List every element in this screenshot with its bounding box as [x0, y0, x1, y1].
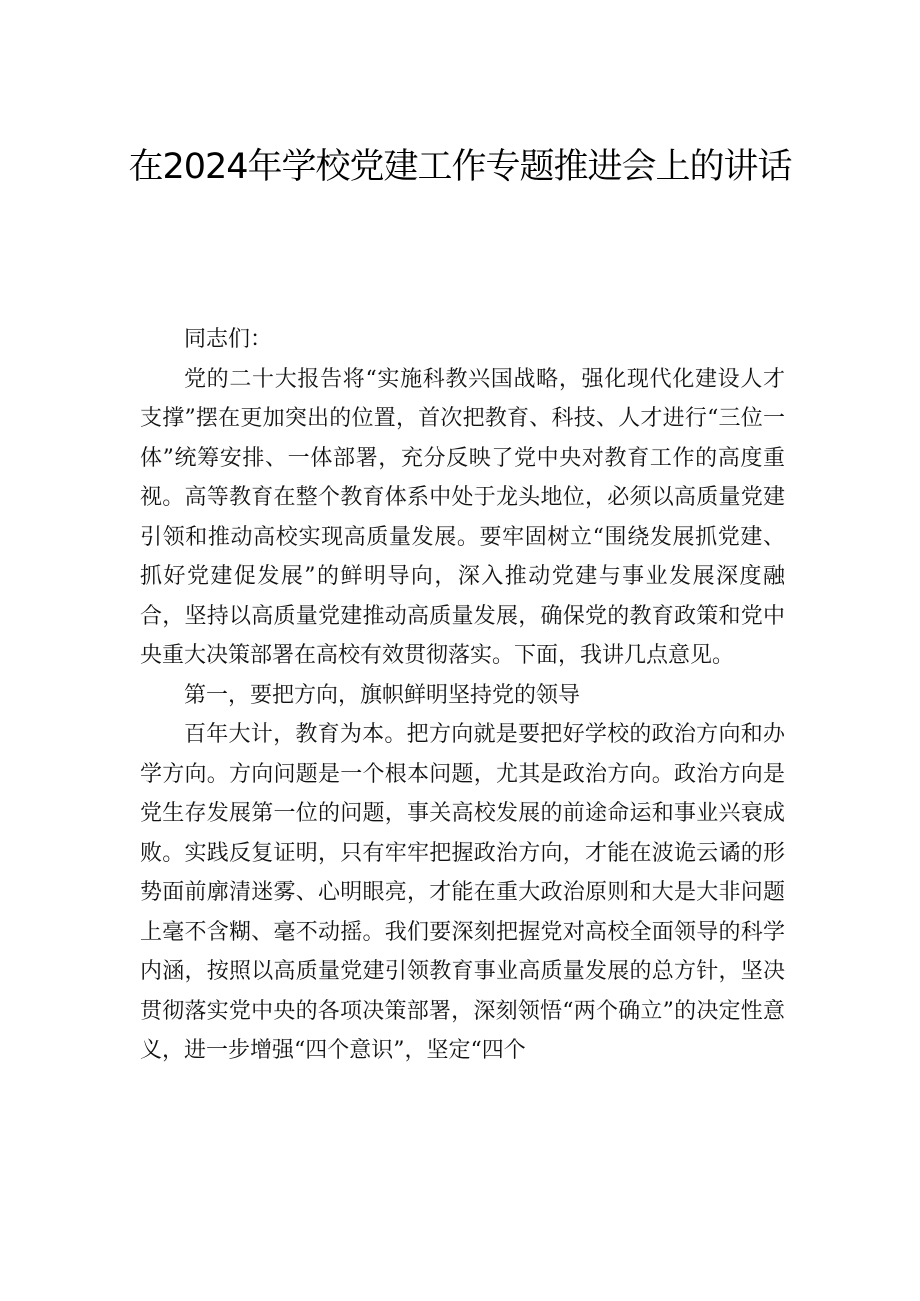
document-title: 在2024年学校党建工作专题推进会上的讲话	[128, 147, 792, 187]
document-body	[140, 320, 785, 1071]
section-heading: 第一，要把方向，旗帜鲜明坚持党的领导	[184, 682, 581, 708]
salutation: 同志们：	[184, 327, 273, 352]
body-paragraph: 党的二十大报告将“实施科教兴国战略，强化现代化建设人才支撑”摆在更加突出的位置，首次把教育、科技、人才进行“三位一体”统筹安排、一体部署，充分反映了党中央对教育工作的高度重视。高等教育在整个教育体系中处于龙头地位，必须以高质量党建引领和推动高校实现高质量发展。要牢固树立“围绕发展抓党建、抓好党建促发展”的鲜明导向，深入推动党建与事业发展深度融合，坚持以高质量党建推动高质量发展，确保党的教育政策和党中央重大决策部署在高校有效贯彻落实。下面，我讲几点意见。	[140, 366, 785, 668]
body-paragraph: 百年大计，教育为本。把方向就是要把好学校的政治方向和办学方向。方向问题是一个根本问题，尤其是政治方向。政治方向是党生存发展第一位的问题，事关高校发展的前途命运和事业兴衰成败。实践反复证明，只有牢牢把握政治方向，才能在波诡云谲的形势面前廓清迷雾、心明眼亮，才能在重大政治原则和大是大非问题上毫不含糊、毫不动摇。我们要深刻把握党对高校全面领导的科学内涵，按照以高质量党建引领教育事业高质量发展的总方针，坚决贯彻落实党中央的各项决策部署，深刻领悟“两个确立”的决定性意义，进一步增强“四个意识”，坚定“四个	[140, 722, 785, 1063]
